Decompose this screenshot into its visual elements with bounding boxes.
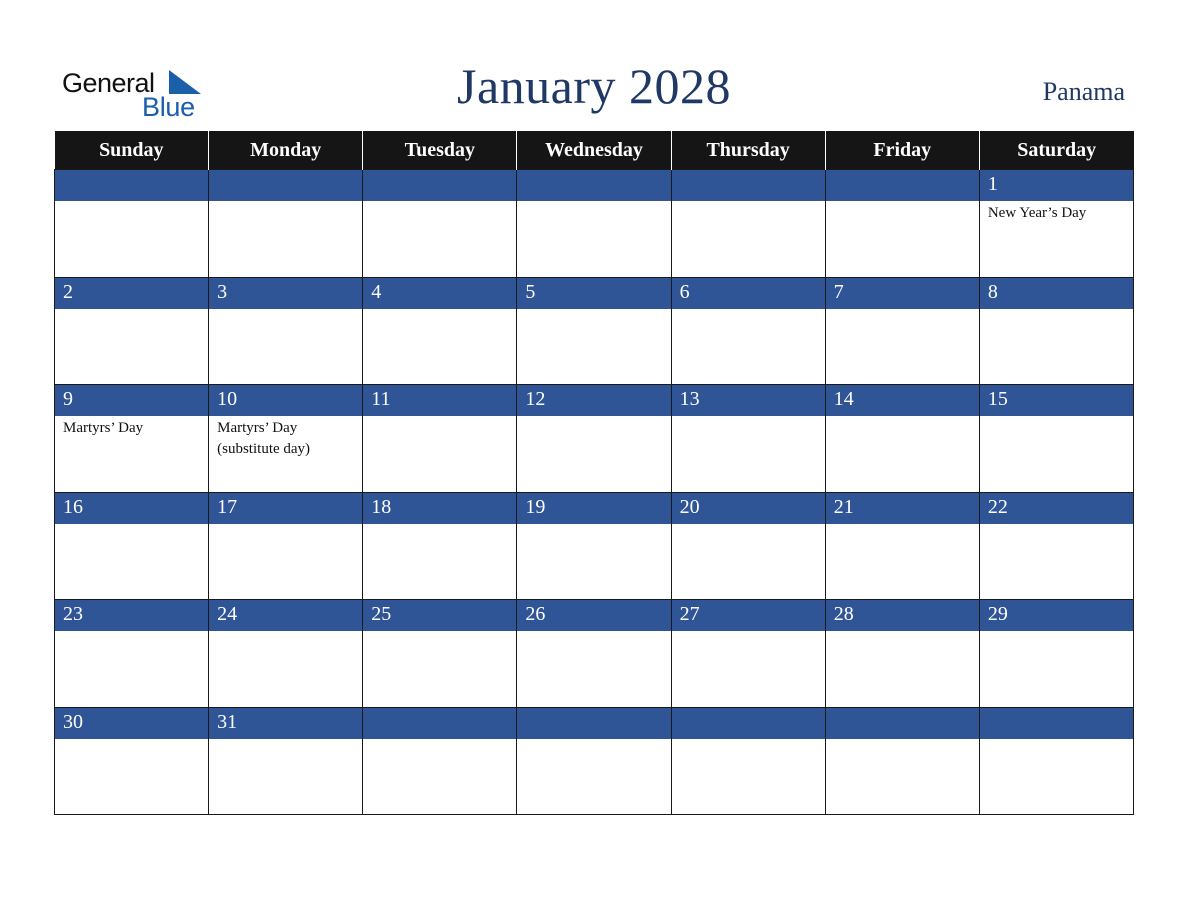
day-cell[interactable] <box>209 600 363 708</box>
day-cell[interactable] <box>671 707 825 815</box>
day-number <box>209 170 362 201</box>
day-number: 31 <box>209 708 362 739</box>
day-cell[interactable] <box>825 492 979 600</box>
day-cell[interactable] <box>363 277 517 385</box>
day-cell[interactable] <box>979 385 1133 493</box>
country-label: Panama <box>1042 77 1125 106</box>
day-cell[interactable] <box>363 385 517 493</box>
day-number: 25 <box>363 600 516 631</box>
day-number: 20 <box>672 493 825 524</box>
day-number: 28 <box>826 600 979 631</box>
day-number <box>980 708 1133 739</box>
day-cell[interactable] <box>979 707 1133 815</box>
day-cell[interactable] <box>517 277 671 385</box>
day-number <box>517 170 670 201</box>
day-number <box>363 170 516 201</box>
day-cell[interactable] <box>209 170 363 278</box>
day-cell[interactable] <box>55 600 209 708</box>
holiday-event <box>980 201 1133 224</box>
day-cell[interactable] <box>55 385 209 493</box>
day-cell[interactable] <box>55 492 209 600</box>
day-number: 16 <box>55 493 208 524</box>
day-number: 18 <box>363 493 516 524</box>
day-number: 4 <box>363 278 516 309</box>
day-cell[interactable] <box>979 492 1133 600</box>
day-cell[interactable] <box>209 492 363 600</box>
logo-text-general: General <box>62 68 155 98</box>
calendar-grid <box>54 131 1134 815</box>
day-number: 23 <box>55 600 208 631</box>
weekday-tuesday: Tuesday <box>363 131 517 170</box>
day-cell[interactable] <box>517 707 671 815</box>
weekday-monday: Monday <box>209 131 363 170</box>
day-cell[interactable] <box>671 277 825 385</box>
day-cell[interactable] <box>363 600 517 708</box>
day-number: 19 <box>517 493 670 524</box>
day-cell[interactable] <box>979 277 1133 385</box>
day-cell[interactable] <box>671 492 825 600</box>
day-cell[interactable] <box>209 385 363 493</box>
day-number: 12 <box>517 385 670 416</box>
day-cell[interactable] <box>825 277 979 385</box>
calendar-title: January 2028 <box>457 58 731 114</box>
day-number: 21 <box>826 493 979 524</box>
day-number: 3 <box>209 278 362 309</box>
day-cell[interactable] <box>517 492 671 600</box>
day-number: 7 <box>826 278 979 309</box>
week-row <box>55 277 1134 385</box>
holiday-event-line: Martyrs’ Day <box>63 420 144 436</box>
day-cell[interactable] <box>979 170 1133 278</box>
day-number: 11 <box>363 385 516 416</box>
day-cell[interactable] <box>825 600 979 708</box>
day-number: 13 <box>672 385 825 416</box>
day-cell[interactable] <box>363 707 517 815</box>
holiday-event <box>209 416 362 460</box>
day-cell[interactable] <box>671 170 825 278</box>
week-row <box>55 170 1134 278</box>
holiday-event-line: New Year’s Day <box>987 205 1087 221</box>
day-cell[interactable] <box>979 600 1133 708</box>
week-row <box>55 707 1134 815</box>
day-cell[interactable] <box>517 600 671 708</box>
day-cell[interactable] <box>55 170 209 278</box>
logo-text-blue: Blue <box>142 92 195 122</box>
weekday-saturday: Saturday <box>979 131 1133 170</box>
day-cell[interactable] <box>363 170 517 278</box>
day-number <box>672 708 825 739</box>
day-cell[interactable] <box>517 170 671 278</box>
day-cell[interactable] <box>671 600 825 708</box>
day-number: 22 <box>980 493 1133 524</box>
holiday-event-line: (substitute day) <box>217 441 311 457</box>
day-number: 8 <box>980 278 1133 309</box>
day-number: 2 <box>55 278 208 309</box>
day-number <box>517 708 670 739</box>
day-cell[interactable] <box>209 277 363 385</box>
day-number <box>55 170 208 201</box>
day-number: 15 <box>980 385 1133 416</box>
day-number: 9 <box>55 385 208 416</box>
day-cell[interactable] <box>363 492 517 600</box>
weekday-sunday: Sunday <box>55 131 209 170</box>
day-cell[interactable] <box>825 385 979 493</box>
day-number: 6 <box>672 278 825 309</box>
weekday-header-row <box>55 131 1134 170</box>
day-cell[interactable] <box>825 707 979 815</box>
day-number <box>826 170 979 201</box>
day-number: 17 <box>209 493 362 524</box>
weekday-wednesday: Wednesday <box>517 131 671 170</box>
weekday-friday: Friday <box>825 131 979 170</box>
day-cell[interactable] <box>671 385 825 493</box>
day-number: 24 <box>209 600 362 631</box>
holiday-event-line: Martyrs’ Day <box>217 420 298 436</box>
day-number: 14 <box>826 385 979 416</box>
weekday-thursday: Thursday <box>671 131 825 170</box>
day-cell[interactable] <box>517 385 671 493</box>
day-number: 1 <box>980 170 1133 201</box>
day-number <box>363 708 516 739</box>
week-row <box>55 492 1134 600</box>
day-number: 10 <box>209 385 362 416</box>
day-number: 30 <box>55 708 208 739</box>
day-cell[interactable] <box>55 277 209 385</box>
day-cell[interactable] <box>209 707 363 815</box>
day-cell[interactable] <box>825 170 979 278</box>
day-number <box>672 170 825 201</box>
day-number: 26 <box>517 600 670 631</box>
day-number <box>826 708 979 739</box>
day-cell[interactable] <box>55 707 209 815</box>
holiday-event <box>55 416 208 439</box>
week-row <box>55 600 1134 708</box>
day-number: 27 <box>672 600 825 631</box>
day-number: 29 <box>980 600 1133 631</box>
week-row <box>55 385 1134 493</box>
day-number: 5 <box>517 278 670 309</box>
